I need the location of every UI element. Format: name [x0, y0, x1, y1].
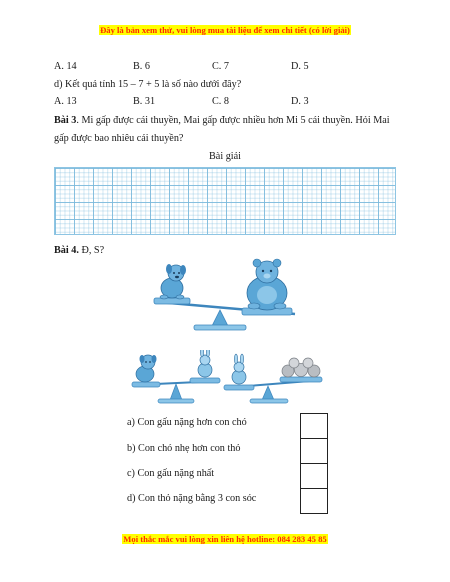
option-c-d: D. 5 [291, 61, 309, 72]
bai3-text-line1: . Mi gấp được cái thuyền, Mai gấp được nhiều hơn Mi 5 cái thuyền. Hỏi Mai [76, 115, 390, 126]
header-notice-text: Đây là bản xem thử, vui lòng mua tài liệu để xem chi tiết (có lời giải) [100, 25, 350, 35]
bai4-heading [54, 246, 104, 256]
option-d-a: A. 13 [54, 96, 77, 107]
bai4-instruction: Đ, S? [78, 245, 105, 256]
statement-d: d) Con thỏ nặng bằng 3 con sóc [127, 493, 257, 504]
footer-notice [0, 535, 450, 544]
statement-a: a) Con gấu nặng hơn con chó [127, 417, 247, 428]
option-c-b: B. 6 [133, 61, 150, 72]
answer-box-a[interactable] [300, 413, 328, 439]
option-c-a: A. 14 [54, 61, 77, 72]
footer-notice-text: Mọi thắc mắc vui lòng xin liên hệ hotline: 084 283 45 85 [123, 534, 327, 544]
rabbit-icon [232, 354, 246, 384]
answer-box-d[interactable] [300, 488, 328, 514]
seesaw-dog-bear-illustration [150, 258, 300, 334]
rabbit-icon [198, 350, 212, 377]
bai3-text-line2: gấp được bao nhiêu cái thuyền? [54, 133, 184, 144]
answer-grid[interactable] [54, 167, 396, 235]
bai3-line1 [54, 116, 390, 126]
dog-icon [136, 355, 157, 382]
question-d-text: d) Kết quả tính 15 – 7 + 5 là số nào dưới đây? [54, 79, 242, 90]
option-d-c: C. 8 [212, 96, 229, 107]
seesaw-dog-rabbit-squirrel-illustration [128, 350, 328, 410]
option-d-b: B. 31 [133, 96, 156, 107]
bai3-label: Bài 3 [54, 115, 77, 126]
dog-icon [160, 264, 186, 299]
option-d-d: D. 3 [291, 96, 309, 107]
squirrels-icon [282, 358, 320, 377]
bear-icon [247, 259, 287, 310]
statement-b: b) Con chó nhẹ hơn con thỏ [127, 443, 241, 454]
option-c-c: C. 7 [212, 61, 229, 72]
solution-label: Bài giải [209, 151, 241, 162]
statement-c: c) Con gấu nặng nhất [127, 468, 215, 479]
bai4-label: Bài 4. [54, 245, 79, 256]
header-notice [0, 26, 450, 35]
answer-box-b[interactable] [300, 438, 328, 464]
answer-box-c[interactable] [300, 463, 328, 489]
